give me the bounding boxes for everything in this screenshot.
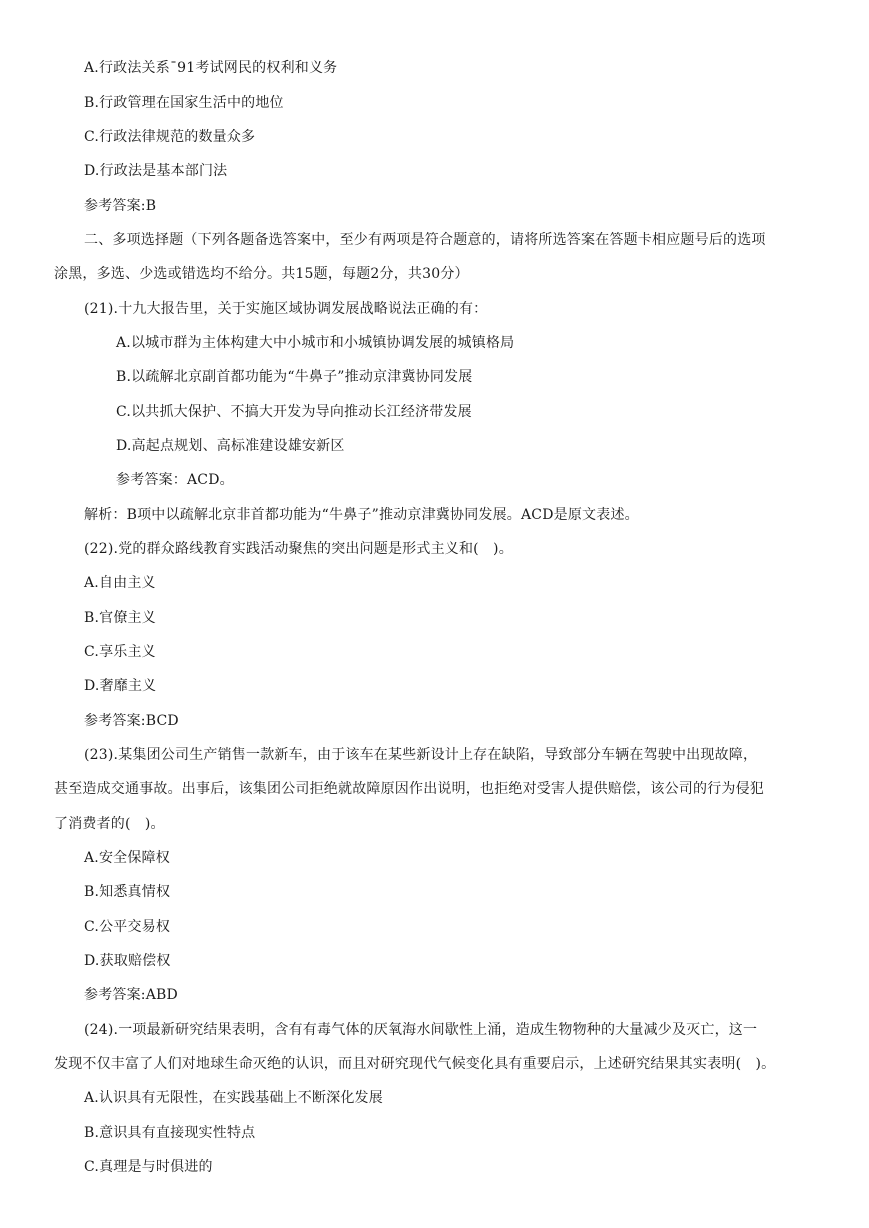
section-heading: 二、多项选择题（下列各题备选答案中，至少有两项是符合题意的，请将所选答案在答题卡相应题号后的选项 — [84, 232, 766, 248]
question-21: (21).十九大报告里，关于实施区域协调发展战略说法正确的有： — [84, 301, 488, 317]
q23-option-c: C.公平交易权 — [84, 919, 171, 935]
option-a-line: A.行政法关系ˉ91考试网民的权利和义务 — [84, 60, 338, 76]
q23-option-a: A.安全保障权 — [84, 850, 170, 866]
question-24: (24).一项最新研究结果表明，含有有毒气体的厌氧海水间歇性上涌，造成生物物种的大量减少及灭亡，这一 — [84, 1022, 758, 1038]
q21-option-d: D.高起点规划、高标准建设雄安新区 — [116, 438, 345, 454]
q22-option-b: B.官僚主义 — [84, 610, 156, 626]
question-22: (22).党的群众路线教育实践活动聚焦的突出问题是形式主义和( )。 — [84, 541, 513, 557]
question-24-cont: 发现不仅丰富了人们对地球生命灭绝的认识，而且对研究现代气候变化具有重要启示，上述研究结果其实表明( )。 — [54, 1056, 776, 1072]
question-23-cont-1: 甚至造成交通事故。出事后，该集团公司拒绝就故障原因作出说明，也拒绝对受害人提供赔偿，该公司的行为侵犯 — [54, 781, 764, 797]
q21-answer: 参考答案：ACD。 — [116, 472, 234, 488]
q24-option-a: A.认识具有无限性，在实践基础上不断深化发展 — [84, 1090, 383, 1106]
option-d-line: D.行政法是基本部门法 — [84, 163, 228, 179]
q22-answer: 参考答案:BCD — [84, 713, 179, 729]
option-b-line: B.行政管理在国家生活中的地位 — [84, 95, 284, 111]
question-23-cont-2: 了消费者的( )。 — [54, 816, 165, 832]
q23-option-d: D.获取赔偿权 — [84, 953, 171, 969]
option-c-line: C.行政法律规范的数量众多 — [84, 129, 256, 145]
question-23: (23).某集团公司生产销售一款新车，由于该车在某些新设计上存在缺陷，导致部分车辆在驾驶中出现故障， — [84, 747, 758, 763]
q22-option-a: A.自由主义 — [84, 575, 156, 591]
q23-answer: 参考答案:ABD — [84, 987, 178, 1003]
answer-line: 参考答案:B — [84, 198, 157, 214]
q21-option-b: B.以疏解北京副首都功能为“牛鼻子”推动京津冀协同发展 — [116, 369, 473, 385]
q21-analysis: 解析：B项中以疏解北京非首都功能为“牛鼻子”推动京津冀协同发展。ACD是原文表述。 — [84, 507, 639, 523]
q22-option-c: C.享乐主义 — [84, 644, 156, 660]
section-heading-cont: 涂黑，多选、少选或错选均不给分。共15题，每题2分，共30分） — [54, 266, 469, 282]
q24-option-b: B.意识具有直接现实性特点 — [84, 1125, 256, 1141]
q22-option-d: D.奢靡主义 — [84, 678, 157, 694]
q21-option-c: C.以共抓大保护、不搞大开发为导向推动长江经济带发展 — [116, 404, 472, 420]
q21-option-a: A.以城市群为主体构建大中小城市和小城镇协调发展的城镇格局 — [116, 335, 515, 351]
q23-option-b: B.知悉真情权 — [84, 884, 171, 900]
q24-option-c: C.真理是与时俱进的 — [84, 1159, 213, 1175]
